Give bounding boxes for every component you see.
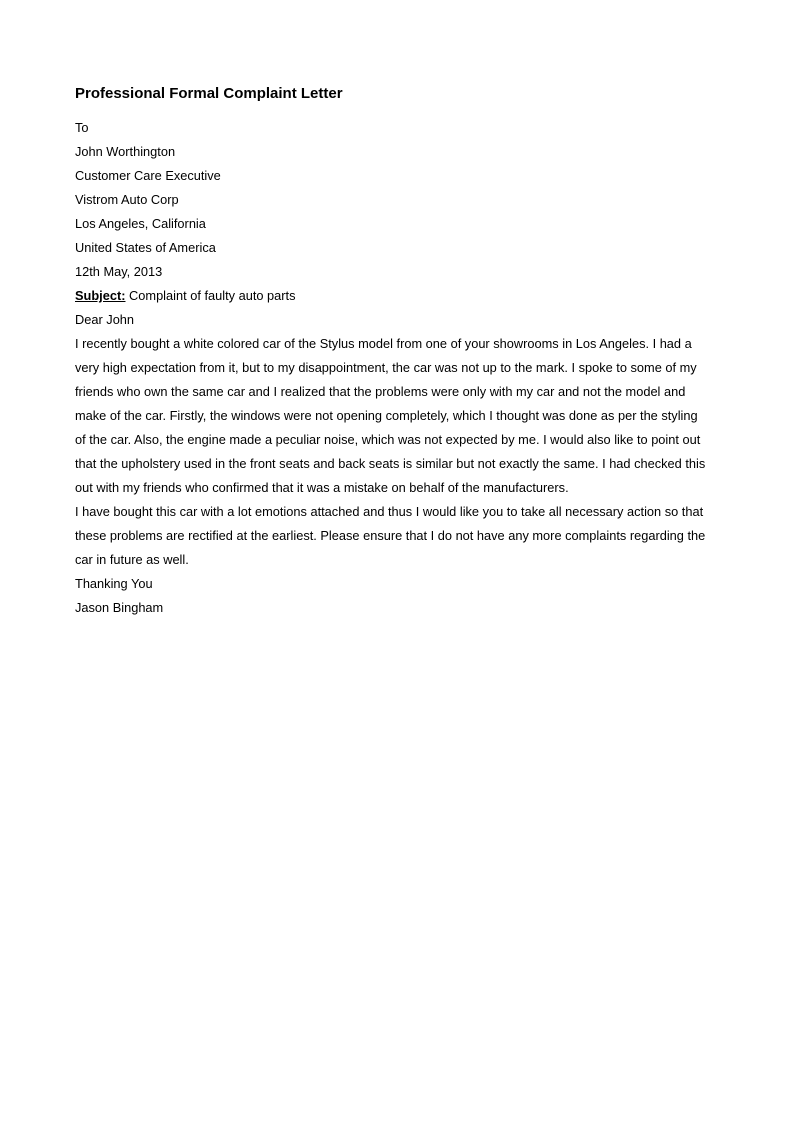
subject-label: Subject:: [75, 288, 126, 303]
subject-text: Complaint of faulty auto parts: [129, 288, 296, 303]
letter-date: 12th May, 2013: [75, 264, 163, 279]
signature-name: Jason Bingham: [75, 600, 164, 615]
closing: Thanking You: [75, 576, 153, 591]
salutation: Dear John: [75, 312, 135, 327]
body-paragraph-2: I have bought this car with a lot emotions attached and thus I would like you to take all necessary action so that these problems are rectified at the earliest. Please ensure that I do not have any more complaints regarding the car in future as well.: [75, 504, 706, 567]
recipient-to-label: To: [75, 120, 89, 135]
recipient-country: United States of America: [75, 240, 216, 255]
recipient-designation: Customer Care Executive: [75, 168, 221, 183]
recipient-city: Los Angeles, California: [75, 216, 206, 231]
subject-line: [75, 284, 708, 308]
letter-title: Professional Formal Complaint Letter: [75, 85, 343, 102]
body-paragraph-1: I recently bought a white colored car of the Stylus model from one of your showrooms in Los Angeles. I had a very high expectation from it, but to my disappointment, the car was not up to the mark. I spoke to some of my friends who own the same car and I realized that the problems were only with my car and not the model and make of the car. Firstly, the windows were not opening completely, which I thought was done as per the styling of the car. Also, the engine made a peculiar noise, which was not expected by me. I would also like to point out that the upholstery used in the front seats and back seats is similar but not exactly the same. I had checked this out with my friends who confirmed that it was a mistake on behalf of the manufacturers.: [75, 336, 706, 495]
recipient-company: Vistrom Auto Corp: [75, 192, 179, 207]
recipient-name: John Worthington: [75, 144, 176, 159]
